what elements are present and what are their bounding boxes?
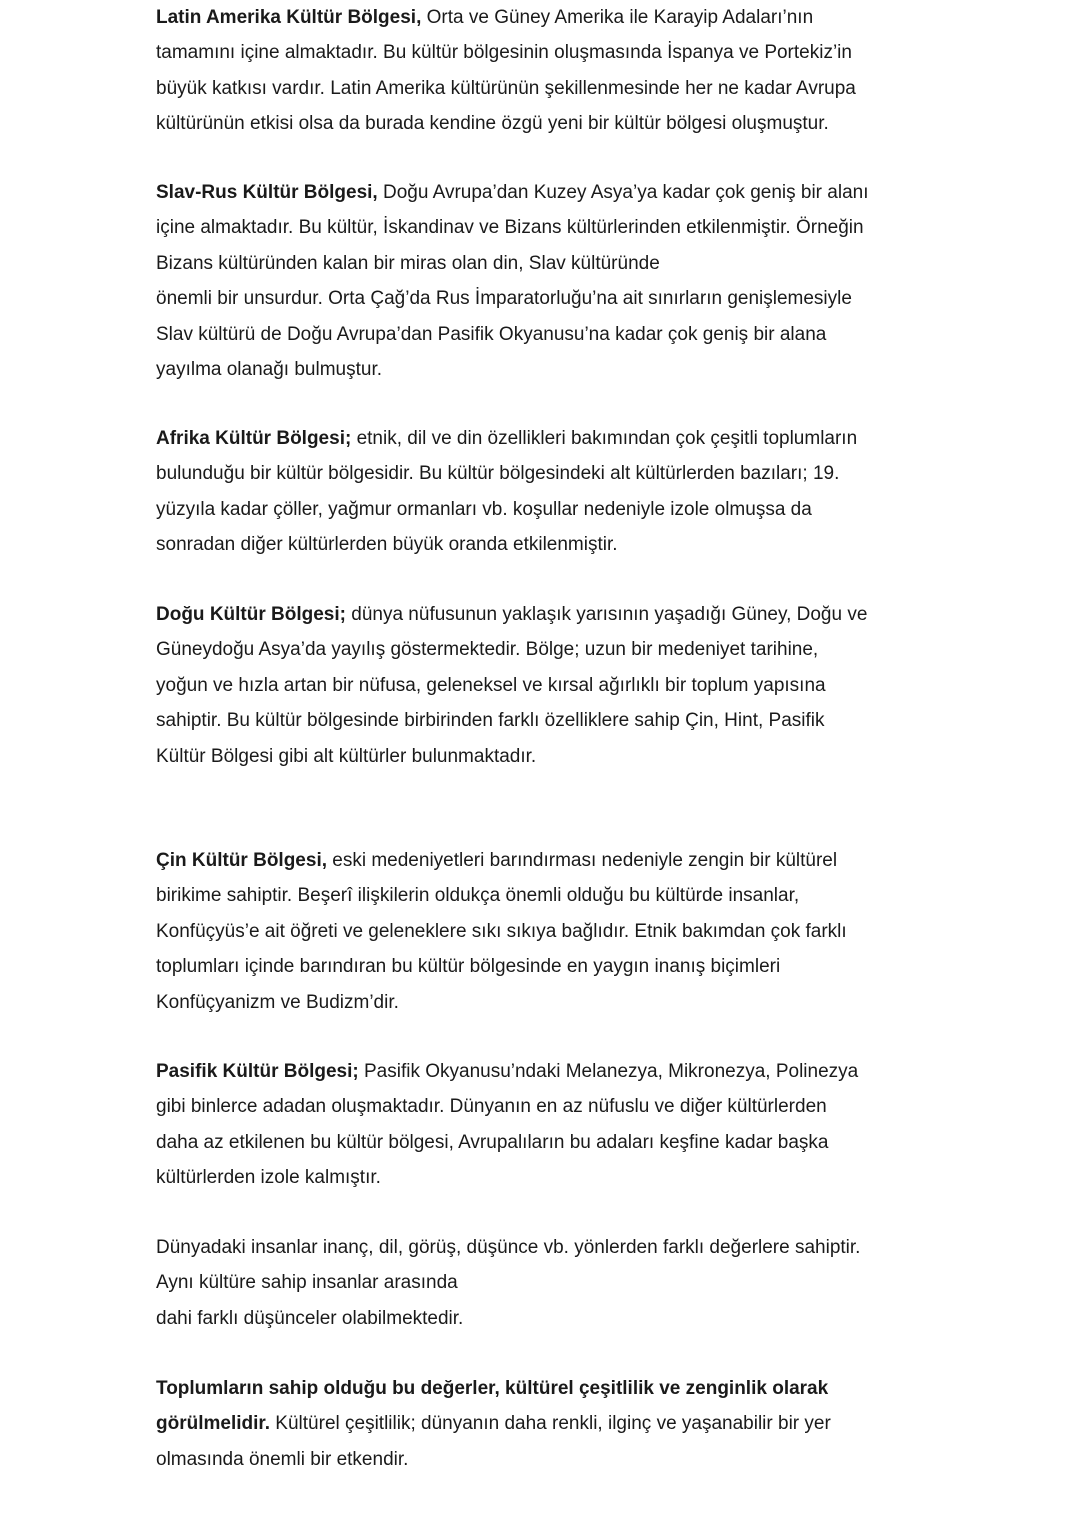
bold-heading: Toplumların sahip olduğu bu değerler, kültürel çeşitlilik ve zenginlik olarak xyxy=(156,1378,829,1399)
text-line: dahi farklı düşünceler olabilmektedir. xyxy=(156,1307,464,1329)
text-line xyxy=(156,597,936,632)
paragraph-afrika xyxy=(156,421,936,563)
text-line: yayılma olanağı bulmuştur. xyxy=(156,359,383,381)
text-line: kültürlerden izole kalmıştır. xyxy=(156,1167,381,1189)
text-line: yoğun ve hızla artan bir nüfusa, geleneksel ve kırsal ağırlıklı bir toplum yapısına xyxy=(156,674,826,696)
text-line xyxy=(156,0,936,35)
bold-heading: Latin Amerika Kültür Bölgesi, xyxy=(156,7,422,28)
line-text: Kültürel çeşitlilik; dünyanın daha renkli, ilginç ve yaşanabilir bir yer xyxy=(270,1413,831,1435)
text-line: Konfüçyanizm ve Budizm’dir. xyxy=(156,991,399,1013)
text-line xyxy=(156,421,936,456)
text-line xyxy=(156,1406,936,1441)
text-line: sahiptir. Bu kültür bölgesinde birbirinden farklı özelliklere sahip Çin, Hint, Pasifik xyxy=(156,710,825,732)
text-line: sonradan diğer kültürlerden büyük oranda etkilenmiştir. xyxy=(156,534,618,556)
text-line: Bizans kültüründen kalan bir miras olan din, Slav kültüründe xyxy=(156,252,660,274)
text-line: daha az etkilenen bu kültür bölgesi, Avrupalıların bu adaları keşfine kadar başka xyxy=(156,1131,829,1153)
text-line: Konfüçyüs’e ait öğreti ve geleneklere sıkı sıkıya bağlıdır. Etnik bakımdan çok farklı xyxy=(156,920,847,942)
bold-heading: Çin Kültür Bölgesi, xyxy=(156,850,327,871)
paragraph-slav-rus xyxy=(156,175,936,387)
line-text: eski medeniyetleri barındırması nedeniyle zengin bir kültürel xyxy=(327,850,838,871)
paragraph-dogu xyxy=(156,597,936,774)
bold-heading: görülmelidir. xyxy=(156,1413,271,1435)
text-line: Güneydoğu Asya’da yayılış göstermektedir. Bölge; uzun bir medeniyet tarihine, xyxy=(156,639,819,661)
text-line: birikime sahiptir. Beşerî ilişkilerin oldukça önemli olduğu bu kültürde insanlar, xyxy=(156,885,800,907)
bold-heading: Afrika Kültür Bölgesi; xyxy=(156,428,352,449)
text-line: toplumları içinde barındıran bu kültür bölgesinde en yaygın inanış biçimleri xyxy=(156,956,781,978)
line-text: Orta ve Güney Amerika ile Karayip Adaları’nın xyxy=(421,7,814,28)
text-line: Aynı kültüre sahip insanlar arasında xyxy=(156,1272,458,1294)
paragraph-latin-amerika xyxy=(156,0,936,142)
text-line: Slav kültürü de Doğu Avrupa’dan Pasifik Okyanusu’na kadar çok geniş bir alana xyxy=(156,323,827,345)
text-line: tamamını içine almaktadır. Bu kültür bölgesinin oluşmasında İspanya ve Portekiz’in xyxy=(156,42,852,64)
text-line: bulunduğu bir kültür bölgesidir. Bu kültür bölgesindeki alt kültürlerden bazıları; 19. xyxy=(156,463,840,485)
bold-heading: Slav-Rus Kültür Bölgesi, xyxy=(156,182,378,203)
text-line: gibi binlerce adadan oluşmaktadır. Dünyanın en az nüfuslu ve diğer kültürlerden xyxy=(156,1096,827,1118)
paragraph-toplumlarin xyxy=(156,1371,936,1477)
text-line: Kültür Bölgesi gibi alt kültürler bulunmaktadır. xyxy=(156,745,537,767)
paragraph-dunyadaki xyxy=(156,1230,936,1336)
text-line: önemli bir unsurdur. Orta Çağ’da Rus İmparatorluğu’na ait sınırların genişlemesiyle xyxy=(156,288,852,310)
paragraph-cin xyxy=(156,843,936,1020)
line-text: Pasifik Okyanusu’ndaki Melanezya, Mikronezya, Polinezya xyxy=(358,1061,859,1082)
text-line: kültürünün etkisi olsa da burada kendine özgü yeni bir kültür bölgesi oluşmuştur. xyxy=(156,113,829,135)
text-line: içine almaktadır. Bu kültür, İskandinav ve Bizans kültürlerinden etkilenmiştir. Örneğin xyxy=(156,217,864,239)
line-text: Doğu Avrupa’dan Kuzey Asya’ya kadar çok geniş bir alanı xyxy=(377,182,869,203)
paragraph-pasifik xyxy=(156,1054,936,1196)
text-line: yüzyıla kadar çöller, yağmur ormanları vb. koşullar nedeniyle izole olmuşsa da xyxy=(156,498,812,520)
bold-heading: Pasifik Kültür Bölgesi; xyxy=(156,1061,359,1082)
line-text: dünya nüfusunun yaklaşık yarısının yaşadığı Güney, Doğu ve xyxy=(345,604,868,625)
text-line xyxy=(156,843,936,878)
text-line xyxy=(156,175,936,210)
text-line: olmasında önemli bir etkendir. xyxy=(156,1448,409,1470)
bold-heading: Doğu Kültür Bölgesi; xyxy=(156,604,346,625)
text-line xyxy=(156,1054,936,1089)
line-text: etnik, dil ve din özellikleri bakımından çok çeşitli toplumların xyxy=(351,428,858,449)
text-line: büyük katkısı vardır. Latin Amerika kültürünün şekillenmesinde her ne kadar Avrupa xyxy=(156,77,856,99)
text-line: Dünyadaki insanlar inanç, dil, görüş, düşünce vb. yönlerden farklı değerlere sahiptir. xyxy=(156,1237,861,1258)
